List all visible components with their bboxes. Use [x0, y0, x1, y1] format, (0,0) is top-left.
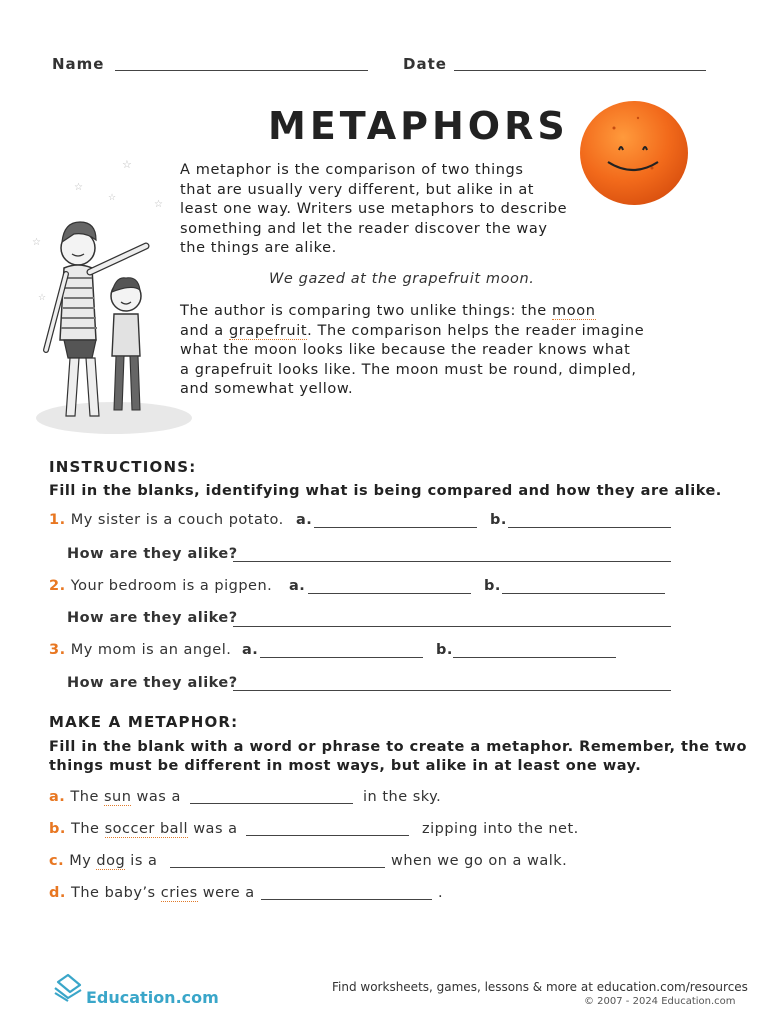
highlighted-word: cries [160, 885, 198, 901]
svg-text:☆: ☆ [154, 199, 163, 210]
footer-copyright: © 2007 - 2024 Education.com [584, 996, 736, 1007]
question-2 [49, 578, 272, 594]
metaphor-item-d [49, 885, 255, 901]
example-sentence: We gazed at the grapefruit moon. [269, 271, 535, 287]
answer-a-blank[interactable] [260, 657, 423, 658]
footer-tagline[interactable]: Find worksheets, games, lessons & more at education.com/resources [332, 980, 748, 994]
item-pre: The [70, 789, 104, 805]
item-post: in the sky. [363, 789, 442, 805]
metaphor-blank-c[interactable] [170, 867, 385, 868]
name-label: Name [52, 55, 105, 73]
item-mid: was a [188, 821, 238, 837]
answer-a-label: a. [296, 512, 313, 528]
question-number: 1. [49, 512, 66, 528]
intro-paragraph [180, 161, 567, 259]
explanation-line: what the moon looks like because the reader knows what [180, 342, 631, 358]
date-field[interactable] [454, 70, 706, 71]
metaphor-item-c [49, 853, 157, 869]
question-number: 3. [49, 642, 66, 658]
grapefruit-illustration [578, 98, 690, 208]
date-label: Date [403, 55, 447, 73]
how-alike-label: How are they alike? [67, 675, 238, 691]
question-1 [49, 512, 284, 528]
metaphor-blank-b[interactable] [246, 835, 409, 836]
svg-text:☆: ☆ [38, 293, 47, 303]
highlighted-word: dog [96, 853, 126, 869]
education-logo-text[interactable]: Education.com [86, 988, 219, 1007]
people-illustration [24, 150, 194, 440]
how-alike-label: How are they alike? [67, 610, 238, 626]
svg-text:☆: ☆ [122, 158, 132, 171]
answer-a-label: a. [242, 642, 259, 658]
item-pre: The [71, 821, 105, 837]
item-letter: d. [49, 885, 66, 901]
how-alike-blank[interactable] [233, 626, 671, 627]
education-logo-icon [52, 972, 84, 1002]
question-text: My mom is an angel. [70, 642, 232, 658]
answer-a-label: a. [289, 578, 306, 594]
item-letter: b. [49, 821, 66, 837]
page-title: METAPHORS [268, 104, 569, 148]
item-post: . [438, 885, 444, 901]
intro-line: the things are alike. [180, 240, 337, 256]
item-pre: The baby’s [71, 885, 161, 901]
svg-text:☆: ☆ [74, 182, 83, 193]
how-alike-label: How are they alike? [67, 546, 238, 562]
intro-line: that are usually very different, but alike in at [180, 181, 535, 198]
answer-a-blank[interactable] [314, 527, 477, 528]
question-3 [49, 642, 231, 658]
explanation-text: and a [180, 322, 229, 339]
question-number: 2. [49, 578, 66, 594]
item-post: when we go on a walk. [391, 853, 568, 869]
item-letter: a. [49, 789, 66, 805]
make-metaphor-heading: MAKE A METAPHOR: [49, 713, 239, 731]
how-alike-blank[interactable] [233, 561, 671, 562]
item-mid: were a [197, 885, 255, 901]
explanation-line: a grapefruit looks like. The moon must be round, dimpled, [180, 361, 637, 378]
instructions-heading: INSTRUCTIONS: [49, 458, 197, 476]
item-mid: is a [125, 853, 158, 869]
make-metaphor-text-line1: Fill in the blank with a word or phrase to create a metaphor. Remember, the two [49, 739, 747, 755]
answer-b-blank[interactable] [502, 593, 665, 594]
svg-text:☆: ☆ [108, 193, 117, 203]
explanation-paragraph [180, 302, 644, 400]
intro-line: something and let the reader discover the way [180, 220, 548, 237]
metaphor-blank-d[interactable] [261, 899, 432, 900]
intro-line: least one way. Writers use metaphors to describe [180, 201, 568, 217]
highlighted-word: grapefruit [228, 322, 308, 339]
metaphor-blank-a[interactable] [190, 803, 353, 804]
answer-b-label: b. [490, 512, 507, 528]
item-post: zipping into the net. [422, 821, 579, 837]
name-field[interactable] [115, 70, 368, 71]
metaphor-item-a [49, 789, 181, 805]
explanation-text: . The comparison helps the reader imagine [307, 322, 645, 339]
highlighted-word: soccer ball [104, 821, 189, 837]
item-pre: My [69, 853, 97, 869]
how-alike-blank[interactable] [233, 690, 671, 691]
make-metaphor-text-line2: things must be different in most ways, but alike in at least one way. [49, 758, 642, 774]
answer-b-label: b. [484, 578, 501, 594]
svg-text:☆: ☆ [32, 237, 41, 248]
highlighted-word: sun [103, 789, 132, 805]
highlighted-word: moon [552, 303, 596, 319]
item-mid: was a [131, 789, 181, 805]
metaphor-item-b [49, 821, 238, 837]
answer-b-blank[interactable] [453, 657, 616, 658]
question-text: Your bedroom is a pigpen. [70, 578, 273, 594]
intro-line: A metaphor is the comparison of two things [180, 162, 524, 178]
answer-b-blank[interactable] [508, 527, 671, 528]
question-text: My sister is a couch potato. [70, 512, 284, 528]
instructions-text: Fill in the blanks, identifying what is being compared and how they are alike. [49, 483, 722, 499]
item-letter: c. [49, 853, 65, 869]
answer-b-label: b. [436, 642, 453, 658]
explanation-line: and somewhat yellow. [180, 381, 354, 397]
explanation-text: The author is comparing two unlike things: the [180, 303, 553, 319]
answer-a-blank[interactable] [308, 593, 471, 594]
